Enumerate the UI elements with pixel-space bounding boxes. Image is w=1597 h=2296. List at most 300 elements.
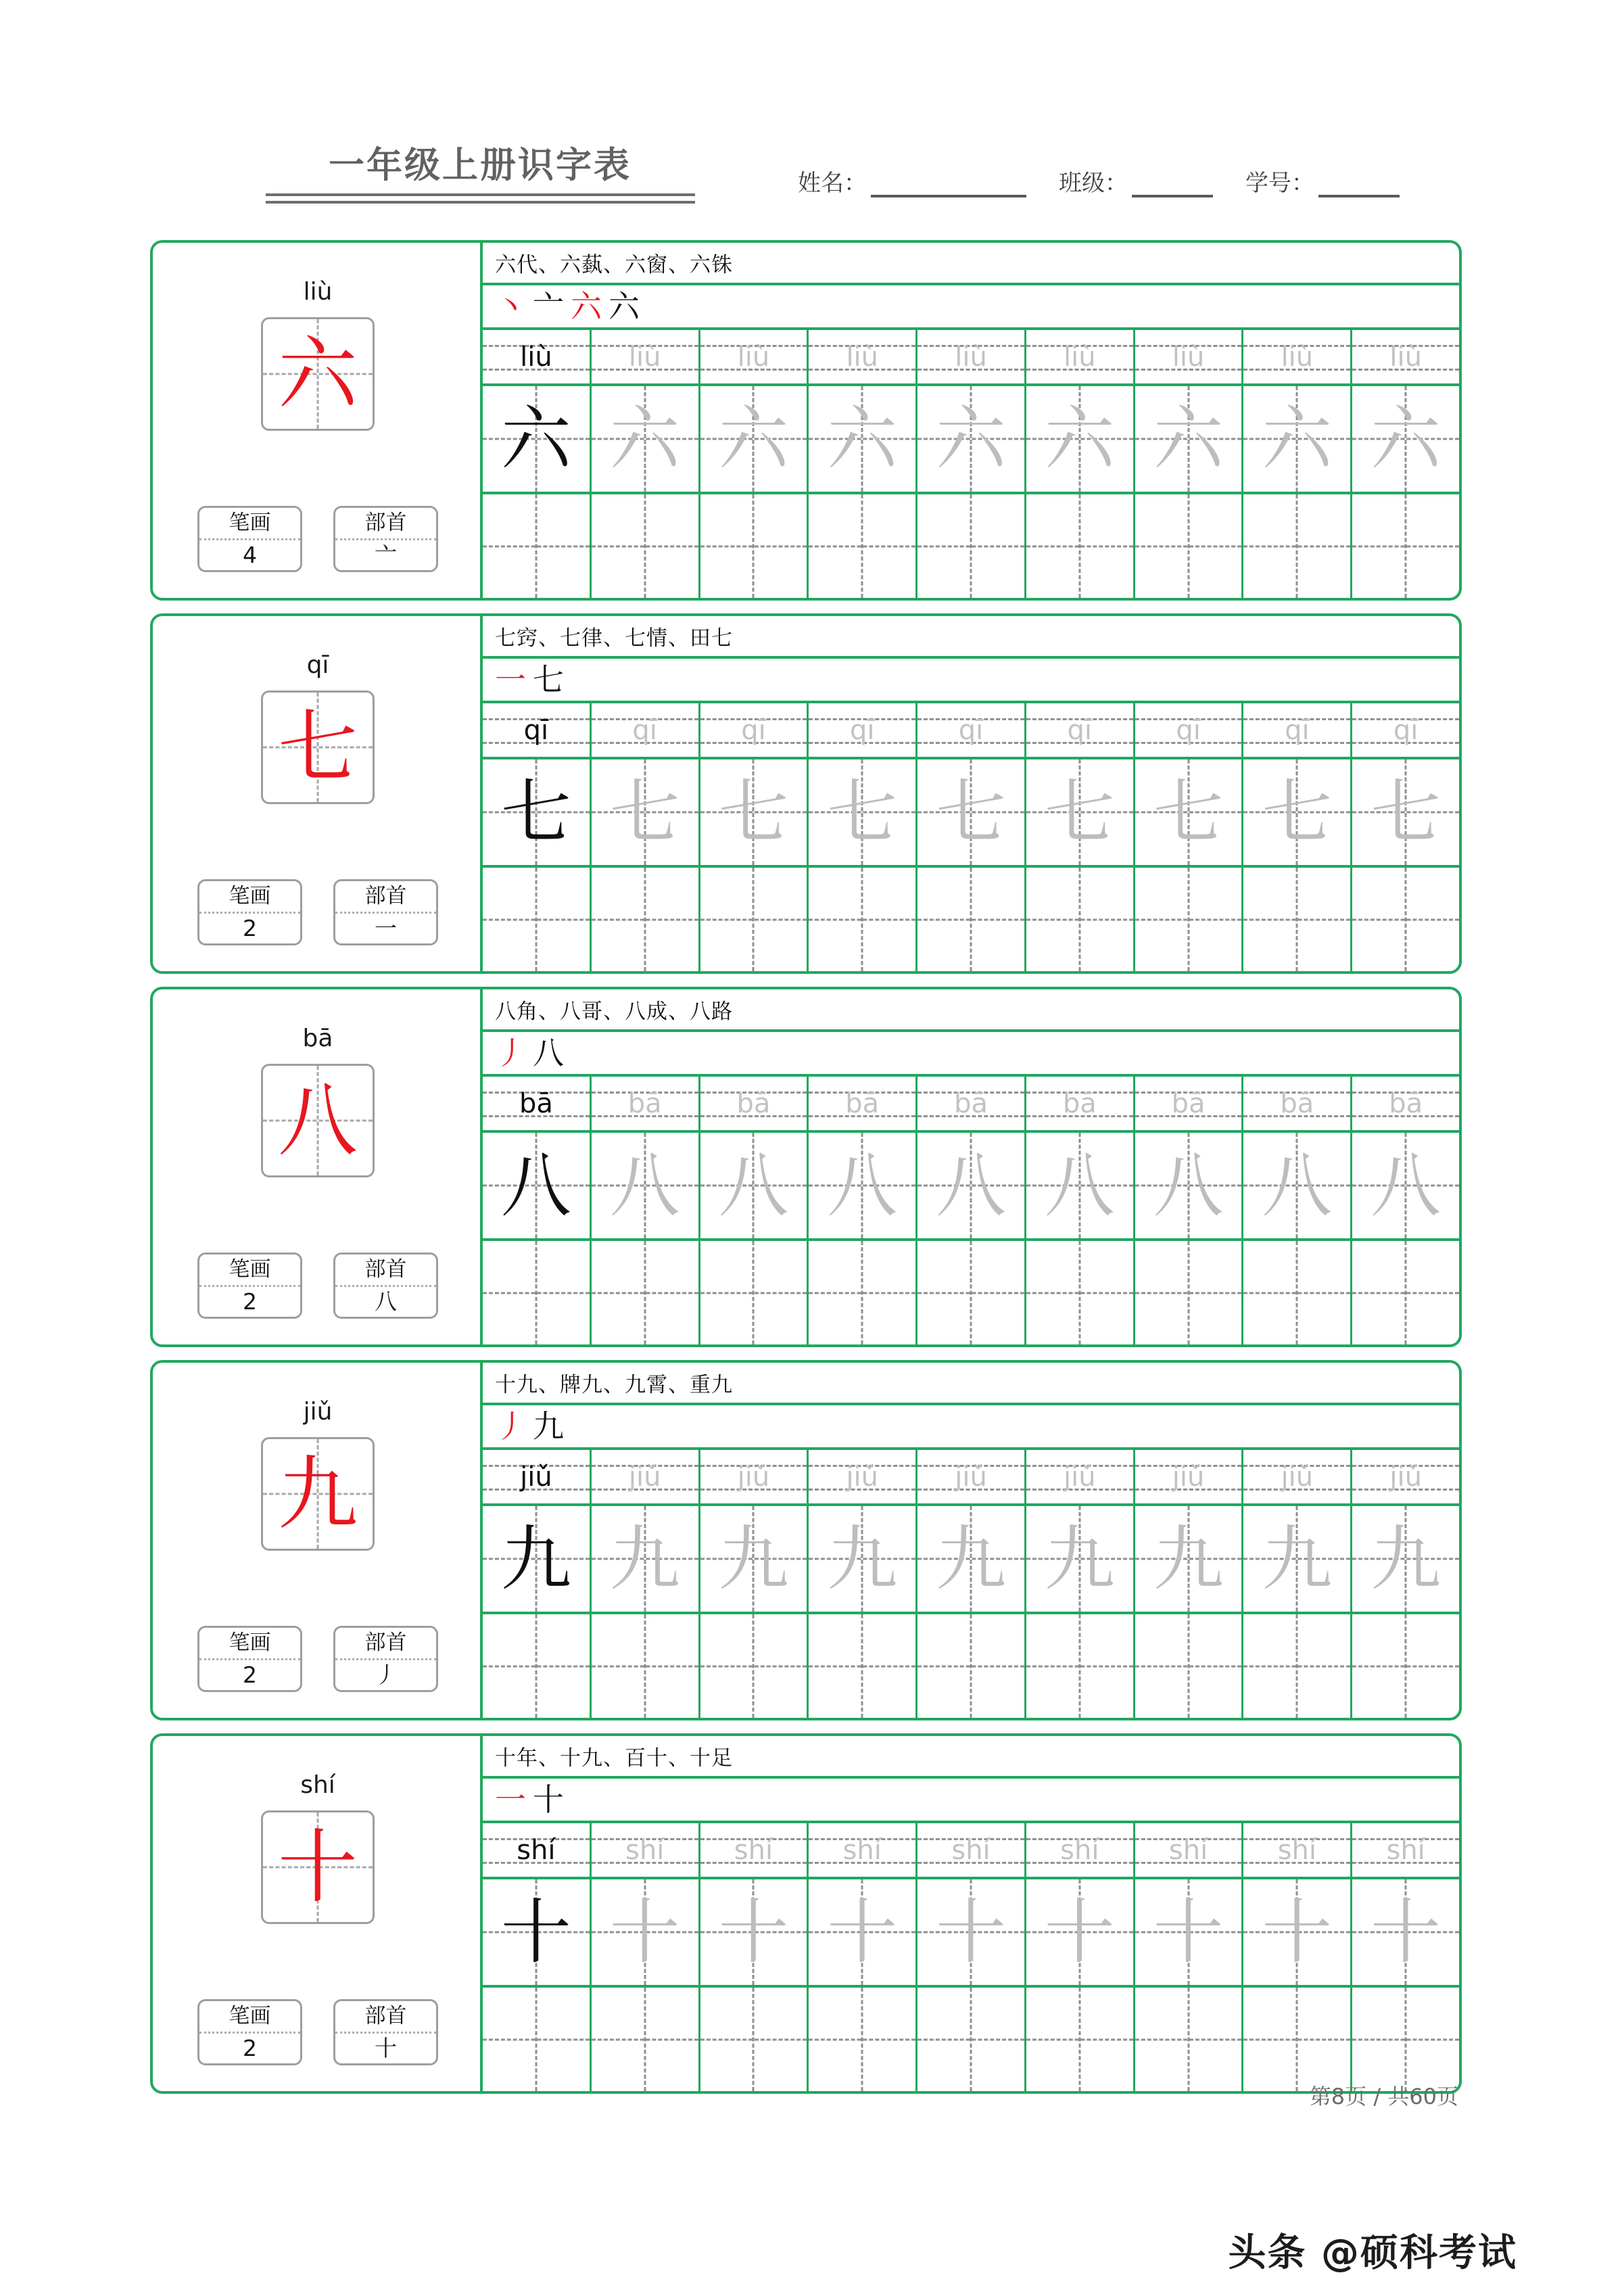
character-tracing-cell[interactable] — [592, 386, 700, 492]
character-trace-glyph: 九 — [500, 1518, 571, 1600]
character-info-panel — [153, 989, 483, 1344]
blank-practice-row — [483, 1988, 1459, 2091]
pinyin-tracing-row — [483, 330, 1459, 386]
pinyin-tracing-cell[interactable] — [1243, 1823, 1352, 1877]
pinyin-trace-text: shí — [517, 1834, 556, 1866]
character-tracing-cell[interactable] — [809, 759, 917, 865]
grid-horizontal-guide — [917, 918, 1024, 920]
pinyin-tracing-cell[interactable] — [917, 1077, 1026, 1130]
blank-practice-cell[interactable] — [700, 1614, 809, 1718]
pinyin-tracing-cell[interactable] — [917, 703, 1026, 757]
pinyin-trace-text: bā — [1389, 1087, 1423, 1119]
pinyin-trace-text: liù — [846, 341, 879, 373]
character-tracing-cell[interactable] — [700, 1506, 809, 1612]
student-meta-fields — [798, 145, 1597, 197]
character-attributes — [153, 1999, 483, 2065]
blank-practice-cell[interactable] — [917, 868, 1026, 971]
radical-box-label: 部首 — [335, 1628, 436, 1660]
character-tracing-cell[interactable] — [809, 1133, 917, 1238]
pinyin-trace-text: shí — [734, 1834, 773, 1866]
character-trace-glyph: 七 — [1370, 771, 1441, 853]
pinyin-trace-text: qī — [1176, 714, 1201, 746]
stroke-count-box-value: 2 — [243, 1288, 257, 1315]
character-trace-glyph: 八 — [718, 1144, 789, 1227]
character-tracing-cell[interactable] — [809, 1506, 917, 1612]
character-tracing-cell[interactable] — [1135, 386, 1244, 492]
character-trace-glyph: 七 — [1262, 771, 1333, 853]
pinyin-tracing-cell[interactable] — [483, 1077, 592, 1130]
pinyin-trace-text: liù — [1172, 341, 1205, 373]
pinyin-tracing-row — [483, 1077, 1459, 1133]
blank-practice-cell[interactable] — [917, 494, 1026, 598]
blank-practice-cell[interactable] — [1352, 1614, 1459, 1718]
pinyin-trace-text: qī — [958, 714, 984, 746]
pinyin-tracing-cell[interactable] — [1352, 1823, 1459, 1877]
grid-horizontal-guide — [700, 2038, 807, 2040]
blank-practice-cell[interactable] — [592, 1614, 700, 1718]
blank-practice-cell[interactable] — [1243, 1241, 1352, 1344]
character-trace-glyph: 六 — [500, 398, 571, 480]
blank-practice-cell[interactable] — [700, 1241, 809, 1344]
pinyin-trace-text: qī — [1067, 714, 1093, 746]
character-tracing-cell[interactable] — [917, 1506, 1026, 1612]
blank-practice-cell[interactable] — [483, 1988, 592, 2091]
blank-practice-cell[interactable] — [483, 868, 592, 971]
blank-practice-cell[interactable] — [1026, 1988, 1135, 2091]
stroke-step: 一 — [495, 661, 526, 698]
meta-field-2 — [1245, 164, 1400, 197]
character-tracing-cell[interactable] — [700, 1879, 809, 1985]
pinyin-tracing-cell[interactable] — [1135, 703, 1244, 757]
character-tracing-cell[interactable] — [1243, 386, 1352, 492]
radical-box — [333, 1252, 438, 1319]
grid-horizontal-guide — [483, 2038, 590, 2040]
pinyin-tracing-cell[interactable] — [1352, 330, 1459, 383]
character-trace-glyph: 九 — [718, 1518, 789, 1600]
pinyin-trace-text: bā — [519, 1087, 553, 1119]
character-model-box — [261, 690, 375, 804]
grid-horizontal-guide — [809, 918, 915, 920]
radical-box-label: 部首 — [335, 2001, 436, 2034]
character-model-box — [261, 1437, 375, 1551]
practice-panel — [483, 1363, 1459, 1718]
grid-horizontal-guide — [917, 1292, 1024, 1294]
character-trace-glyph: 十 — [500, 1891, 571, 1973]
character-tracing-cell[interactable] — [1026, 759, 1135, 865]
character-trace-glyph: 七 — [936, 771, 1007, 853]
character-card — [150, 1733, 1462, 2094]
character-tracing-cell[interactable] — [1026, 1879, 1135, 1985]
pinyin-trace-text: jiǔ — [1172, 1461, 1205, 1493]
blank-practice-cell[interactable] — [1352, 494, 1459, 598]
blank-practice-cell[interactable] — [1352, 1988, 1459, 2091]
pinyin-tracing-cell[interactable] — [592, 1823, 700, 1877]
pinyin-tracing-cell[interactable] — [700, 1823, 809, 1877]
character-tracing-row — [483, 759, 1459, 868]
character-tracing-cell[interactable] — [483, 386, 592, 492]
pinyin-tracing-cell[interactable] — [1243, 1077, 1352, 1130]
character-tracing-row — [483, 1506, 1459, 1614]
character-attributes — [153, 879, 483, 945]
stroke-count-box-value: 2 — [243, 1662, 257, 1689]
stroke-count-box-label: 笔画 — [199, 1628, 300, 1660]
blank-practice-cell[interactable] — [917, 1241, 1026, 1344]
grid-horizontal-guide — [1026, 545, 1133, 547]
pinyin-tracing-row — [483, 1823, 1459, 1879]
pinyin-tracing-cell[interactable] — [809, 330, 917, 383]
character-tracing-cell[interactable] — [700, 759, 809, 865]
character-glyph: 七 — [277, 701, 358, 794]
blank-practice-cell[interactable] — [1243, 868, 1352, 971]
grid-horizontal-guide — [1243, 2038, 1350, 2040]
pinyin-tracing-cell[interactable] — [700, 1450, 809, 1503]
pinyin-trace-text: jiǔ — [520, 1461, 552, 1493]
character-tracing-cell[interactable] — [809, 1879, 917, 1985]
pinyin-tracing-cell[interactable] — [1135, 1450, 1244, 1503]
pinyin-tracing-cell[interactable] — [1352, 1450, 1459, 1503]
blank-practice-cell[interactable] — [809, 868, 917, 971]
character-tracing-cell[interactable] — [917, 1879, 1026, 1985]
character-glyph: 六 — [277, 327, 358, 421]
blank-practice-cell[interactable] — [700, 1988, 809, 2091]
title-rule-bottom — [266, 201, 695, 204]
blank-practice-cell[interactable] — [1135, 868, 1244, 971]
grid-horizontal-guide — [1026, 918, 1133, 920]
radical-box — [333, 1626, 438, 1692]
character-tracing-cell[interactable] — [483, 1879, 592, 1985]
grid-horizontal-guide — [592, 918, 698, 920]
pinyin-trace-text: qī — [849, 714, 875, 746]
character-trace-glyph: 八 — [500, 1144, 571, 1227]
character-trace-glyph: 九 — [936, 1518, 1007, 1600]
pinyin-tracing-cell[interactable] — [592, 703, 700, 757]
pinyin-trace-text: qī — [523, 714, 549, 746]
stroke-step: 十 — [533, 1781, 564, 1818]
character-trace-glyph: 六 — [1044, 398, 1115, 480]
practice-panel — [483, 243, 1459, 598]
character-tracing-cell[interactable] — [1135, 1506, 1244, 1612]
character-tracing-cell[interactable] — [1352, 1506, 1459, 1612]
character-trace-glyph: 八 — [827, 1144, 898, 1227]
pinyin-tracing-cell[interactable] — [1243, 703, 1352, 757]
pinyin-tracing-cell[interactable] — [1026, 1823, 1135, 1877]
pinyin-tracing-cell[interactable] — [917, 1823, 1026, 1877]
blank-practice-cell[interactable] — [592, 494, 700, 598]
pinyin-tracing-cell[interactable] — [592, 1450, 700, 1503]
character-trace-glyph: 八 — [609, 1144, 680, 1227]
character-trace-glyph: 七 — [718, 771, 789, 853]
meta-field-input[interactable] — [1132, 173, 1213, 197]
character-tracing-cell[interactable] — [1243, 1506, 1352, 1612]
character-trace-glyph: 九 — [1044, 1518, 1115, 1600]
pinyin-trace-text: jiǔ — [1281, 1461, 1314, 1493]
character-trace-glyph: 八 — [936, 1144, 1007, 1227]
grid-horizontal-guide — [809, 1292, 915, 1294]
radical-box-label: 部首 — [335, 1255, 436, 1287]
pinyin-tracing-cell[interactable] — [700, 1077, 809, 1130]
character-tracing-cell[interactable] — [1243, 1133, 1352, 1238]
grid-horizontal-guide — [1352, 545, 1459, 547]
grid-horizontal-guide — [1026, 2038, 1133, 2040]
character-glyph: 八 — [277, 1074, 358, 1167]
pinyin-trace-text: jiǔ — [737, 1461, 770, 1493]
radical-box — [333, 879, 438, 945]
example-words-row: 八角、八哥、八成、八路 — [483, 989, 1459, 1032]
character-trace-glyph: 六 — [609, 398, 680, 480]
radical-box-value: 丿 — [375, 1662, 397, 1689]
grid-horizontal-guide — [592, 1292, 698, 1294]
pinyin-tracing-cell[interactable] — [1026, 1077, 1135, 1130]
blank-practice-cell[interactable] — [809, 1614, 917, 1718]
meta-field-0 — [798, 164, 1026, 197]
character-trace-glyph: 六 — [1262, 398, 1333, 480]
blank-practice-cell[interactable] — [809, 1988, 917, 2091]
character-tracing-cell[interactable] — [700, 1133, 809, 1238]
blank-practice-row — [483, 868, 1459, 971]
page-title: 一年级上册识字表 — [329, 145, 631, 186]
pinyin-tracing-cell[interactable] — [1026, 703, 1135, 757]
stroke-order-row — [483, 659, 1459, 703]
stroke-count-box — [197, 1252, 302, 1319]
pinyin-tracing-cell[interactable] — [1026, 1450, 1135, 1503]
character-tracing-cell[interactable] — [1026, 386, 1135, 492]
character-trace-glyph: 九 — [1262, 1518, 1333, 1600]
blank-practice-cell[interactable] — [1352, 868, 1459, 971]
blank-practice-cell[interactable] — [809, 494, 917, 598]
pinyin-tracing-cell[interactable] — [809, 703, 917, 757]
character-trace-glyph: 六 — [827, 398, 898, 480]
page-indicator: 第8页 / 共60页 — [1309, 2084, 1458, 2109]
pinyin-trace-text: shí — [1168, 1834, 1208, 1866]
pinyin-trace-text: bā — [845, 1087, 880, 1119]
character-trace-glyph: 八 — [1044, 1144, 1115, 1227]
character-tracing-cell[interactable] — [1135, 759, 1244, 865]
grid-horizontal-guide — [1352, 2038, 1459, 2040]
grid-horizontal-guide — [1135, 1292, 1242, 1294]
blank-practice-cell[interactable] — [592, 1241, 700, 1344]
blank-practice-cell[interactable] — [1026, 868, 1135, 971]
character-tracing-cell[interactable] — [1352, 759, 1459, 865]
pinyin-trace-text: jiǔ — [846, 1461, 879, 1493]
pinyin-trace-text: liù — [520, 341, 552, 373]
character-trace-glyph: 八 — [1370, 1144, 1441, 1227]
blank-practice-cell[interactable] — [1026, 1614, 1135, 1718]
stroke-step: 六 — [571, 288, 602, 325]
stroke-step: 九 — [533, 1408, 564, 1445]
stroke-step: 亠 — [533, 288, 564, 325]
grid-horizontal-guide — [917, 2038, 1024, 2040]
character-attributes — [153, 506, 483, 572]
grid-horizontal-guide — [483, 1292, 590, 1294]
character-attributes — [153, 1626, 483, 1692]
pinyin-tracing-cell[interactable] — [809, 1450, 917, 1503]
stroke-count-box-label: 笔画 — [199, 881, 300, 914]
blank-practice-cell[interactable] — [1243, 1988, 1352, 2091]
blank-practice-cell[interactable] — [1135, 494, 1244, 598]
character-tracing-cell[interactable] — [1026, 1506, 1135, 1612]
character-tracing-cell[interactable] — [1135, 1133, 1244, 1238]
grid-horizontal-guide — [1243, 545, 1350, 547]
character-trace-glyph: 十 — [609, 1891, 680, 1973]
pinyin-tracing-cell[interactable] — [1243, 1450, 1352, 1503]
pinyin-tracing-cell[interactable] — [1352, 703, 1459, 757]
stroke-count-box-value: 2 — [243, 915, 257, 942]
pinyin-tracing-cell[interactable] — [809, 1077, 917, 1130]
stroke-step: 一 — [495, 1781, 526, 1818]
pinyin-trace-text: bā — [627, 1087, 662, 1119]
pinyin-tracing-row — [483, 703, 1459, 759]
grid-horizontal-guide — [809, 545, 915, 547]
pinyin-trace-text: qī — [741, 714, 766, 746]
character-pinyin: liù — [303, 278, 333, 306]
character-trace-glyph: 七 — [1044, 771, 1115, 853]
character-tracing-cell[interactable] — [483, 1133, 592, 1238]
character-tracing-cell[interactable] — [809, 386, 917, 492]
meta-field-input[interactable] — [1318, 173, 1400, 197]
character-tracing-cell[interactable] — [592, 1879, 700, 1985]
pinyin-trace-text: liù — [1389, 341, 1422, 373]
stroke-step: 八 — [533, 1035, 564, 1071]
radical-box — [333, 1999, 438, 2065]
character-tracing-cell[interactable] — [483, 759, 592, 865]
stroke-step: 丿 — [495, 1408, 526, 1445]
radical-box-value: 十 — [375, 2035, 397, 2062]
blank-practice-cell[interactable] — [1026, 1241, 1135, 1344]
page-header — [0, 145, 1597, 227]
pinyin-trace-text: qī — [1285, 714, 1310, 746]
blank-practice-cell[interactable] — [700, 494, 809, 598]
stroke-step: 丿 — [495, 1035, 526, 1071]
blank-practice-cell[interactable] — [592, 868, 700, 971]
pinyin-tracing-cell[interactable] — [483, 1450, 592, 1503]
pinyin-tracing-cell[interactable] — [483, 703, 592, 757]
blank-practice-cell[interactable] — [1352, 1241, 1459, 1344]
pinyin-tracing-cell[interactable] — [483, 330, 592, 383]
meta-field-label: 学号： — [1245, 170, 1314, 197]
blank-practice-cell[interactable] — [1243, 494, 1352, 598]
character-pinyin: shí — [300, 1771, 335, 1799]
pinyin-trace-text: shí — [842, 1834, 882, 1866]
practice-panel — [483, 616, 1459, 971]
example-words-row: 六代、六蓺、六窗、六铢 — [483, 243, 1459, 285]
pinyin-tracing-cell[interactable] — [809, 1823, 917, 1877]
character-tracing-cell[interactable] — [1243, 759, 1352, 865]
pinyin-tracing-cell[interactable] — [700, 330, 809, 383]
blank-practice-cell[interactable] — [809, 1241, 917, 1344]
pinyin-tracing-cell[interactable] — [917, 1450, 1026, 1503]
radical-box-value: 亠 — [375, 542, 397, 569]
pinyin-tracing-cell[interactable] — [917, 330, 1026, 383]
character-tracing-cell[interactable] — [1026, 1133, 1135, 1238]
pinyin-tracing-cell[interactable] — [1135, 1077, 1244, 1130]
pinyin-tracing-cell[interactable] — [1352, 1077, 1459, 1130]
blank-practice-cell[interactable] — [1135, 1614, 1244, 1718]
grid-horizontal-guide — [700, 1292, 807, 1294]
example-words-row: 七窍、七律、七情、田七 — [483, 616, 1459, 659]
grid-horizontal-guide — [700, 918, 807, 920]
character-card — [150, 240, 1462, 601]
pinyin-tracing-cell[interactable] — [1243, 330, 1352, 383]
blank-practice-cell[interactable] — [1243, 1614, 1352, 1718]
character-tracing-cell[interactable] — [1135, 1879, 1244, 1985]
grid-horizontal-guide — [1243, 1665, 1350, 1667]
radical-box-value: 八 — [375, 1288, 397, 1315]
blank-practice-cell[interactable] — [483, 1241, 592, 1344]
blank-practice-cell[interactable] — [917, 1988, 1026, 2091]
character-trace-glyph: 九 — [609, 1518, 680, 1600]
pinyin-tracing-cell[interactable] — [1135, 1823, 1244, 1877]
pinyin-trace-text: qī — [1393, 714, 1419, 746]
character-card-list — [150, 240, 1462, 2107]
character-tracing-cell[interactable] — [592, 1506, 700, 1612]
grid-horizontal-guide — [483, 1665, 590, 1667]
character-tracing-cell[interactable] — [592, 759, 700, 865]
character-tracing-cell[interactable] — [700, 386, 809, 492]
character-trace-glyph: 七 — [827, 771, 898, 853]
title-underline — [266, 193, 695, 204]
pinyin-trace-text: bā — [954, 1087, 988, 1119]
pinyin-tracing-cell[interactable] — [483, 1823, 592, 1877]
character-tracing-cell[interactable] — [1352, 1133, 1459, 1238]
character-tracing-cell[interactable] — [917, 386, 1026, 492]
example-words-row: 十年、十九、百十、十足 — [483, 1736, 1459, 1779]
pinyin-tracing-row — [483, 1450, 1459, 1506]
blank-practice-cell[interactable] — [700, 868, 809, 971]
stroke-count-box — [197, 506, 302, 572]
character-tracing-cell[interactable] — [483, 1506, 592, 1612]
character-tracing-cell[interactable] — [917, 759, 1026, 865]
pinyin-tracing-cell[interactable] — [592, 1077, 700, 1130]
blank-practice-row — [483, 1241, 1459, 1344]
pinyin-tracing-cell[interactable] — [1135, 330, 1244, 383]
grid-horizontal-guide — [592, 1665, 698, 1667]
character-trace-glyph: 七 — [500, 771, 571, 853]
stroke-order-row — [483, 1405, 1459, 1450]
blank-practice-cell[interactable] — [483, 1614, 592, 1718]
blank-practice-cell[interactable] — [592, 1988, 700, 2091]
stroke-count-box — [197, 1626, 302, 1692]
pinyin-trace-text: jiǔ — [1064, 1461, 1096, 1493]
grid-horizontal-guide — [592, 545, 698, 547]
character-model-box — [261, 1810, 375, 1924]
grid-horizontal-guide — [1243, 1292, 1350, 1294]
radical-box-label: 部首 — [335, 508, 436, 540]
character-tracing-row — [483, 1879, 1459, 1988]
character-tracing-cell[interactable] — [917, 1133, 1026, 1238]
character-trace-glyph: 九 — [1153, 1518, 1224, 1600]
character-tracing-cell[interactable] — [1352, 1879, 1459, 1985]
pinyin-tracing-cell[interactable] — [592, 330, 700, 383]
stroke-step: 丶 — [495, 288, 526, 325]
blank-practice-cell[interactable] — [917, 1614, 1026, 1718]
meta-field-input[interactable] — [871, 173, 1026, 197]
blank-practice-cell[interactable] — [483, 494, 592, 598]
character-tracing-cell[interactable] — [1352, 386, 1459, 492]
character-info-panel — [153, 1363, 483, 1718]
pinyin-tracing-cell[interactable] — [1026, 330, 1135, 383]
blank-practice-cell[interactable] — [1026, 494, 1135, 598]
pinyin-tracing-cell[interactable] — [700, 703, 809, 757]
stroke-count-box-label: 笔画 — [199, 1255, 300, 1287]
character-tracing-cell[interactable] — [592, 1133, 700, 1238]
blank-practice-cell[interactable] — [1135, 1988, 1244, 2091]
radical-box-label: 部首 — [335, 881, 436, 914]
character-tracing-cell[interactable] — [1243, 1879, 1352, 1985]
pinyin-trace-text: jiǔ — [955, 1461, 987, 1493]
stroke-order-row — [483, 285, 1459, 330]
pinyin-trace-text: liù — [955, 341, 987, 373]
blank-practice-cell[interactable] — [1135, 1241, 1244, 1344]
